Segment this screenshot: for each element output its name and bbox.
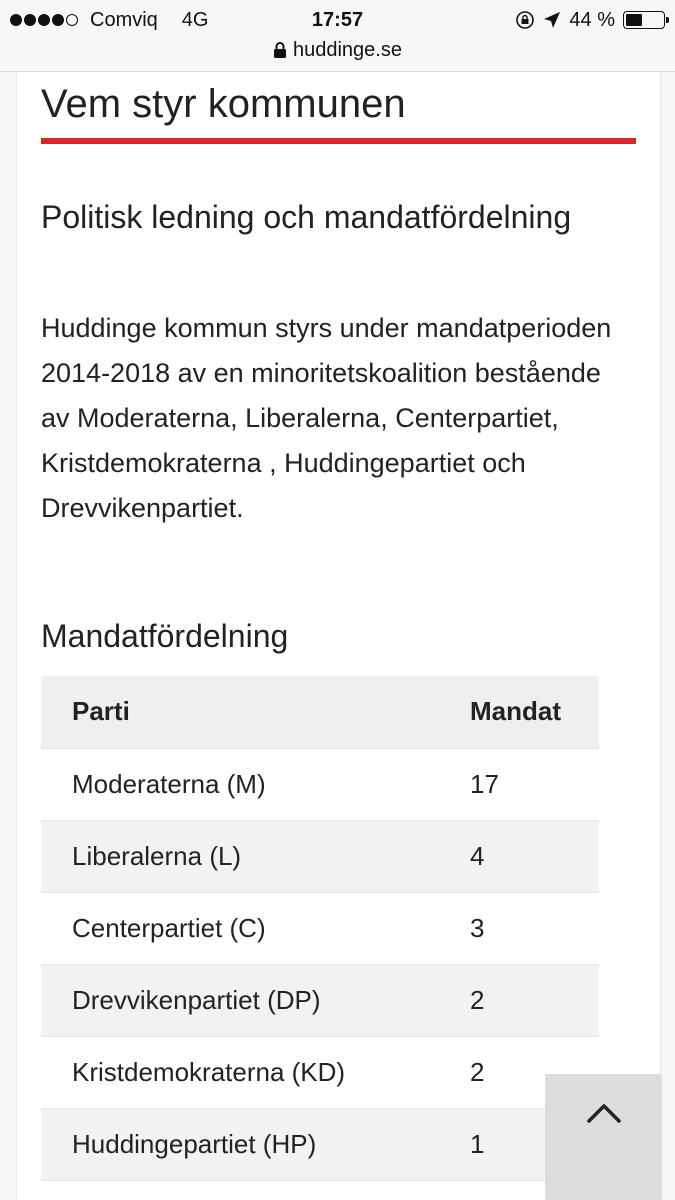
seat-count: 1	[438, 1108, 599, 1180]
location-arrow-icon	[543, 11, 561, 29]
lock-icon	[273, 41, 287, 59]
seat-count: 2	[438, 964, 599, 1036]
page-content	[16, 72, 661, 1200]
seat-count: 4	[438, 820, 599, 892]
chevron-up-icon	[586, 1102, 622, 1129]
seat-count: 3	[438, 892, 599, 964]
table-row	[41, 820, 599, 892]
network-type: 4G	[181, 8, 209, 31]
seat-count: 17	[438, 748, 599, 820]
party-name: Kristdemokraterna (KD)	[41, 1036, 438, 1108]
table-row	[41, 964, 599, 1036]
party-name: Huddingepartiet (HP)	[41, 1108, 438, 1180]
table-header-row	[41, 676, 599, 748]
table-row	[41, 748, 599, 820]
scroll-to-top-button[interactable]	[545, 1074, 662, 1200]
page-title: Vem styr kommunen	[41, 82, 406, 126]
table-row	[41, 1036, 599, 1108]
clock: 17:57	[311, 9, 364, 31]
seat-count: 2	[438, 1036, 599, 1108]
url-text[interactable]: huddinge.se	[293, 38, 402, 61]
title-underline	[41, 138, 636, 144]
party-name: Drevvikenpartiet (DP)	[41, 964, 438, 1036]
seat-distribution-table	[41, 676, 599, 1181]
section-heading: Politisk ledning och mandatfördelning	[41, 199, 572, 235]
carrier-name: Comviq	[90, 8, 158, 31]
table-row	[41, 1108, 599, 1180]
status-bar	[0, 0, 675, 72]
column-header-seats: Mandat	[438, 676, 599, 748]
address-bar[interactable]	[0, 36, 675, 64]
party-name: Moderaterna (M)	[41, 748, 438, 820]
party-name: Liberalerna (L)	[41, 820, 438, 892]
column-header-party: Parti	[41, 676, 438, 748]
rotation-lock-icon	[515, 10, 535, 30]
battery-icon	[623, 11, 665, 29]
battery-percent: 44 %	[569, 8, 615, 31]
table-row	[41, 892, 599, 964]
intro-paragraph: Huddinge kommun styrs under mandatperioden 2014-2018 av en minoritetskoalition bestående av Moderaterna, Liberalerna, Centerpartiet, Kristdemokraterna , Huddingepartiet och Drevvikenpartiet.	[41, 313, 612, 523]
party-name: Centerpartiet (C)	[41, 892, 438, 964]
table-heading: Mandatfördelning	[41, 618, 289, 654]
